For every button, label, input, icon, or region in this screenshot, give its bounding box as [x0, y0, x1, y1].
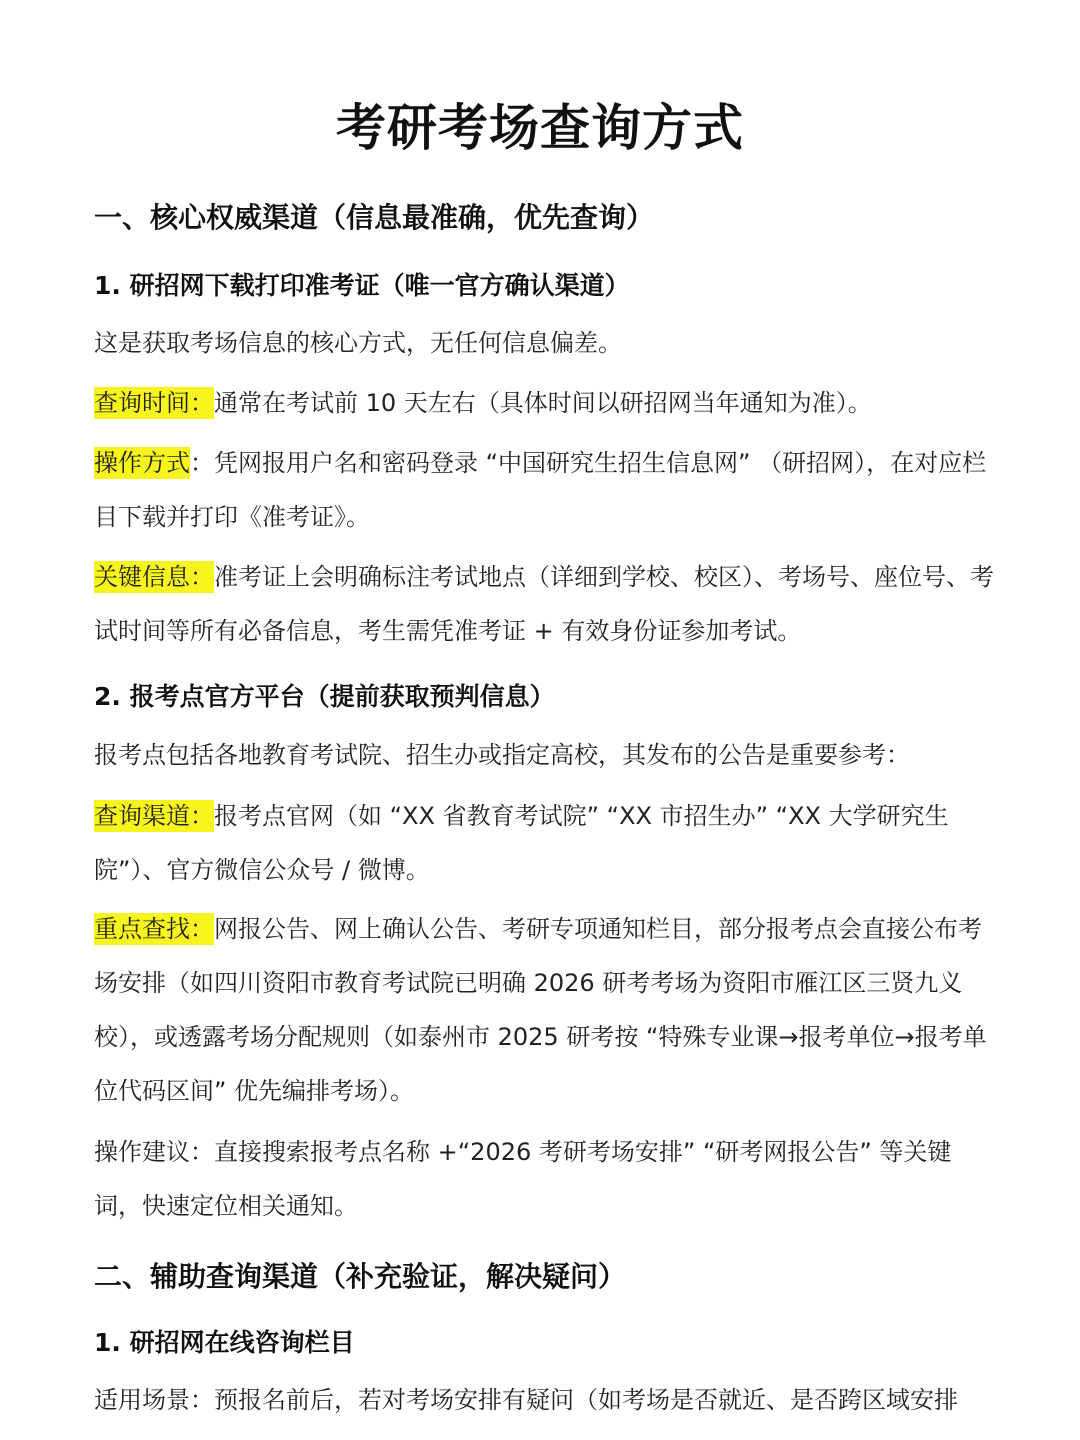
- paragraph-intro-exam-site: 报考点包括各地教育考试院、招生办或指定高校，其发布的公告是重要参考：: [94, 741, 910, 769]
- page-title: 考研考场查询方式: [336, 99, 744, 157]
- highlight-label-key-search: 重点查找：: [94, 915, 214, 943]
- paragraph-key-info: [94, 550, 994, 658]
- section-heading-core-channels: 一、核心权威渠道（信息最准确，优先查询）: [94, 201, 655, 234]
- paragraph-operation-method: [94, 436, 994, 544]
- subsection-heading-online-consult: 1. 研招网在线咨询栏目: [94, 1328, 355, 1357]
- paragraph-intro-ticket: 这是获取考场信息的核心方式，无任何信息偏差。: [94, 329, 622, 357]
- highlight-label-query-channels: 查询渠道：: [94, 802, 214, 830]
- paragraph-operation-advice: 操作建议：直接搜索报考点名称 +“2026 考研考场安排” “研考网报公告” 等关键词，快速定位相关通知。: [94, 1138, 952, 1220]
- highlight-label-operation-method: 操作方式: [94, 449, 190, 477]
- paragraph-key-search: [94, 902, 994, 1118]
- section-heading-auxiliary-channels: 二、辅助查询渠道（补充验证，解决疑问）: [94, 1260, 627, 1293]
- paragraph-query-time: [94, 376, 994, 430]
- query-time-text: 通常在考试前 10 天左右（具体时间以研招网当年通知为准）。: [214, 389, 872, 417]
- paragraph-applicable-scenario: 适用场景：预报名前后，若对考场安排有疑问（如考场是否就近、是否跨区域安排: [94, 1386, 958, 1414]
- highlight-label-key-info: 关键信息：: [94, 563, 214, 591]
- key-search-text: 网报公告、网上确认公告、考研专项通知栏目，部分报考点会直接公布考场安排（如四川资阳市教育考试院已明确 2026 研考考场为资阳市雁江区三贤九义校），或透露考场分配规则（如泰州市 2025 研考按 “特殊专业课→报考单位→报考单位代码区间” 优先编排考场）。: [94, 915, 987, 1105]
- query-channels-text: 报考点官网（如 “XX 省教育考试院” “XX 市招生办” “XX 大学研究生院”）、官方微信公众号 / 微博。: [94, 802, 949, 884]
- paragraph-query-channels: [94, 789, 994, 897]
- subsection-heading-admission-ticket: 1. 研招网下载打印准考证（唯一官方确认渠道）: [94, 271, 630, 300]
- operation-method-text: ：凭网报用户名和密码登录 “中国研究生招生信息网” （研招网），在对应栏目下载并打印《准考证》。: [94, 449, 987, 531]
- highlight-label-query-time: 查询时间：: [94, 389, 214, 417]
- subsection-heading-exam-site-platform: 2. 报考点官方平台（提前获取预判信息）: [94, 682, 555, 711]
- key-info-text: 准考证上会明确标注考试地点（详细到学校、校区）、考场号、座位号、考试时间等所有必备信息，考生需凭准考证 + 有效身份证参加考试。: [94, 563, 994, 645]
